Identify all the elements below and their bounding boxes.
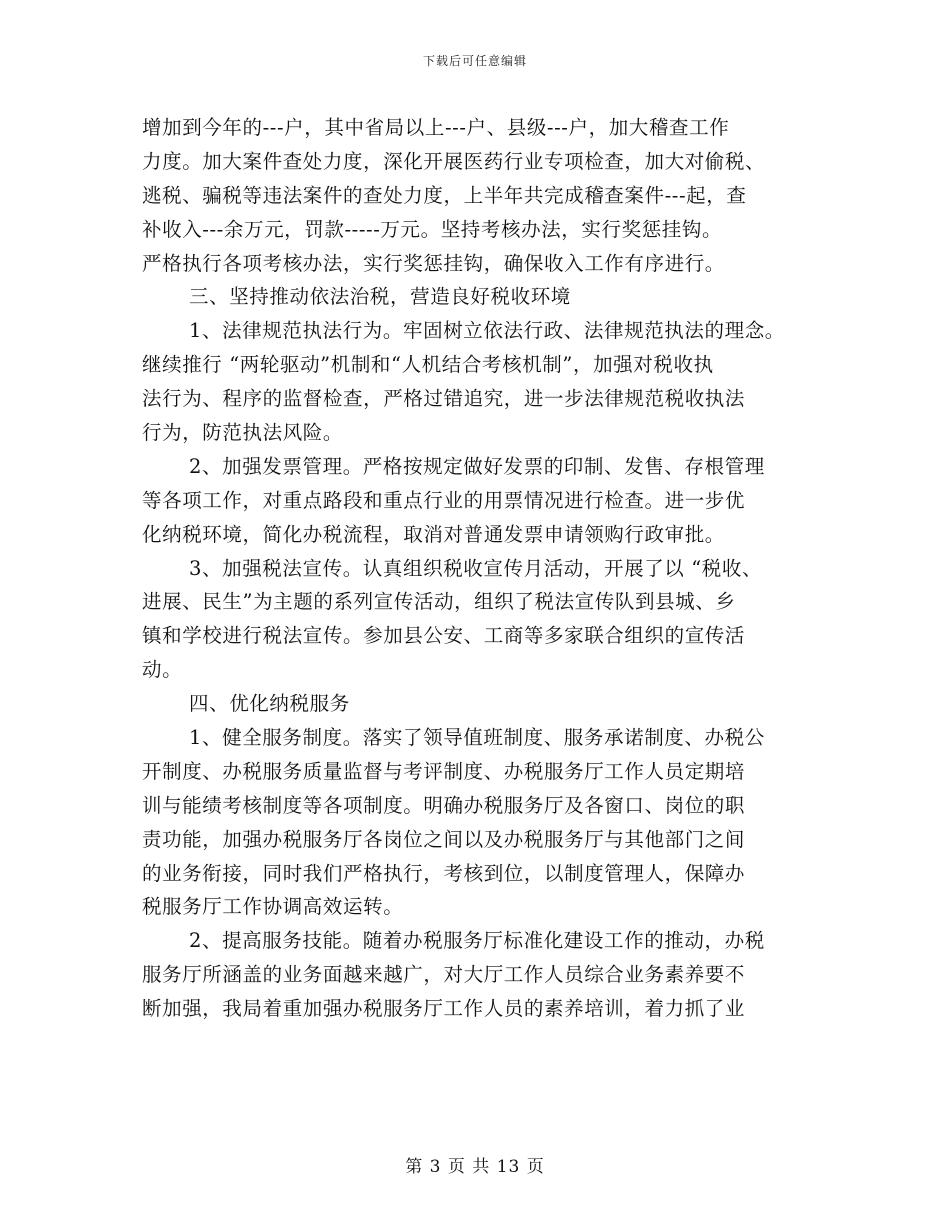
- text-line: 断加强，我局着重加强办税服务厅工作人员的素养培训，着力抓了业: [142, 997, 746, 1021]
- section-heading: 三、坚持推动依法治税，营造良好税收环境: [189, 285, 571, 309]
- text-line: 镇和学校进行税法宣传。参加县公安、工商等多家联合组织的宣传活: [142, 624, 746, 648]
- text-line: 继续推行 “两轮驱动”机制和“人机结合考核机制”，加强对税收执: [142, 353, 714, 377]
- page-header: 下载后可任意编辑: [422, 54, 527, 68]
- text-line: 等各项工作，对重点路段和重点行业的用票情况进行检查。进一步优: [142, 488, 746, 512]
- document-body: [142, 111, 808, 1026]
- text-line: 1、法律规范执法行为。牢固树立依法行政、法律规范执法的理念。: [189, 319, 785, 343]
- text-line: 法行为、程序的监督检查，严格过错追究，进一步法律规范税收执法: [142, 387, 746, 411]
- text-line: 3、加强税法宣传。认真组织税收宣传月活动，开展了以 “税收、: [189, 556, 763, 580]
- text-line: 的业务衔接，同时我们严格执行，考核到位，以制度管理人，保障办: [142, 861, 746, 885]
- text-line: 训与能绩考核制度等各项制度。明确办税服务厅及各窗口、岗位的职: [142, 793, 746, 817]
- section-heading: 四、优化纳税服务: [189, 692, 350, 716]
- text-line: 行为，防范执法风险。: [142, 421, 344, 445]
- text-line: 力度。加大案件查处力度，深化开展医药行业专项检查，加大对偷税、: [142, 149, 766, 173]
- text-line: 开制度、办税服务质量监督与考评制度、办税服务厅工作人员定期培: [142, 759, 746, 783]
- text-line: 1、健全服务制度。落实了领导值班制度、服务承诺制度、办税公: [189, 726, 765, 750]
- text-line: 税服务厅工作协调高效运转。: [142, 895, 404, 919]
- page-number-footer: 第 3 页 共 13 页: [405, 1157, 545, 1177]
- text-line: 严格执行各项考核办法，实行奖惩挂钩，确保收入工作有序进行。: [142, 251, 725, 275]
- text-line: 增加到今年的---户，其中省局以上---户、县级---户，加大稽查工作: [142, 116, 730, 139]
- text-line: 补收入---余万元，罚款-----万元。坚持考核办法，实行奖惩挂钩。: [142, 217, 723, 241]
- text-line: 逃税、骗税等违法案件的查处力度，上半年共完成稽查案件---起，查: [142, 183, 747, 207]
- text-line: 进展、民生”为主题的系列宣传活动，组织了税法宣传队到县城、乡: [142, 590, 736, 614]
- text-line: 动。: [142, 658, 183, 682]
- text-line: 责功能，加强办税服务厅各岗位之间以及办税服务厅与其他部门之间: [142, 827, 746, 851]
- text-line: 服务厅所涵盖的业务面越来越广，对大厅工作人员综合业务素养要不: [142, 963, 746, 987]
- text-line: 化纳税环境，简化办税流程，取消对普通发票申请领购行政审批。: [142, 522, 725, 546]
- text-line: 2、提高服务技能。随着办税服务厅标准化建设工作的推动，办税: [189, 929, 765, 953]
- text-line: 2、加强发票管理。严格按规定做好发票的印制、发售、存根管理: [189, 454, 765, 478]
